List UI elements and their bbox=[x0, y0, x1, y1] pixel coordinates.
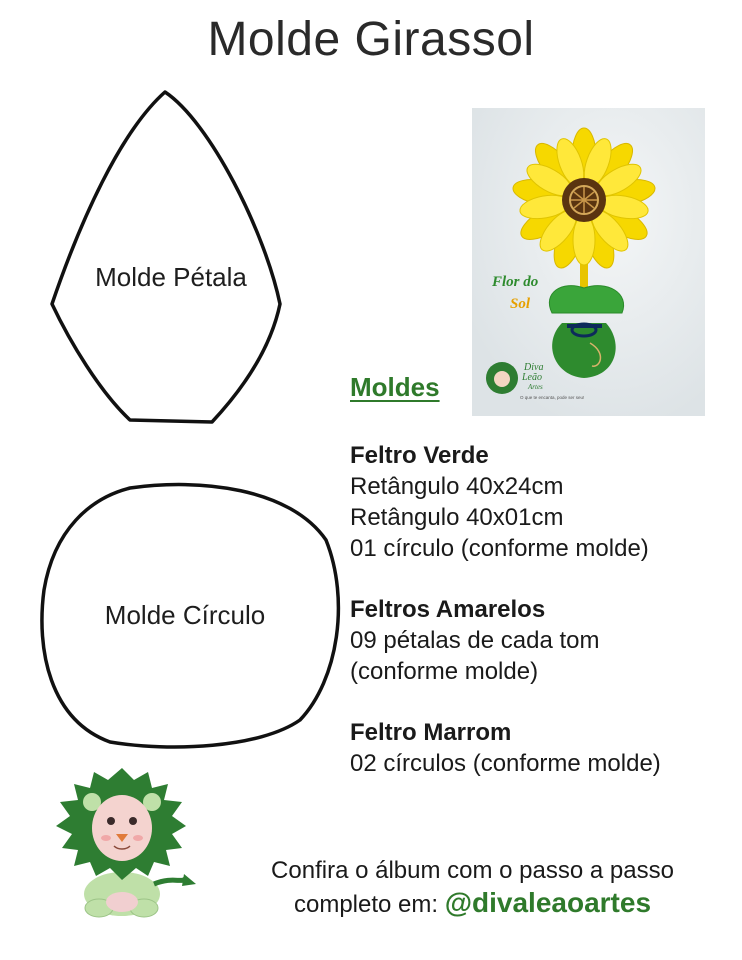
section-feltros-amarelos bbox=[350, 594, 600, 687]
photo-caption-line2: Sol bbox=[510, 296, 531, 312]
page-title: Molde Girassol bbox=[207, 13, 535, 66]
brand-line3: Artes bbox=[528, 383, 543, 391]
footer-line2 bbox=[220, 887, 725, 921]
petal-template-shape bbox=[40, 82, 290, 432]
material-line: (conforme molde) bbox=[350, 658, 539, 685]
circle-template-label: Molde Círculo bbox=[104, 600, 266, 630]
petal-template-label: Molde Pétala bbox=[95, 262, 247, 292]
section-title: Feltro Verde bbox=[350, 442, 489, 469]
materials-heading: Moldes bbox=[350, 372, 440, 402]
section-feltro-marrom bbox=[350, 717, 661, 779]
brand-line2: Leão bbox=[522, 372, 542, 383]
material-line: 09 pétalas de cada tom bbox=[350, 627, 600, 654]
brand-tagline: O que te encanta, pode ser seu! bbox=[520, 395, 585, 400]
material-line: 02 círculos (conforme molde) bbox=[350, 750, 661, 777]
material-line: Retângulo 40x24cm bbox=[350, 473, 564, 500]
social-handle-link[interactable]: @divaleaoartes bbox=[444, 887, 652, 918]
footer-line1: Confira o álbum com o passo a passo bbox=[271, 857, 674, 884]
section-title: Feltro Marrom bbox=[350, 719, 512, 746]
section-feltro-verde bbox=[350, 440, 649, 564]
lion-mascot-icon bbox=[44, 766, 199, 926]
section-title: Feltros Amarelos bbox=[350, 596, 546, 623]
photo-caption-line1: Flor do bbox=[492, 274, 539, 290]
footer-prefix: completo em: bbox=[293, 891, 445, 918]
brand-line1: Diva bbox=[524, 362, 544, 373]
material-line: Retângulo 40x01cm bbox=[350, 504, 564, 531]
sunflower-photo bbox=[472, 108, 705, 416]
footer-callout bbox=[220, 855, 725, 921]
material-line: 01 círculo (conforme molde) bbox=[350, 535, 649, 562]
sunflower-illustration bbox=[472, 108, 705, 416]
